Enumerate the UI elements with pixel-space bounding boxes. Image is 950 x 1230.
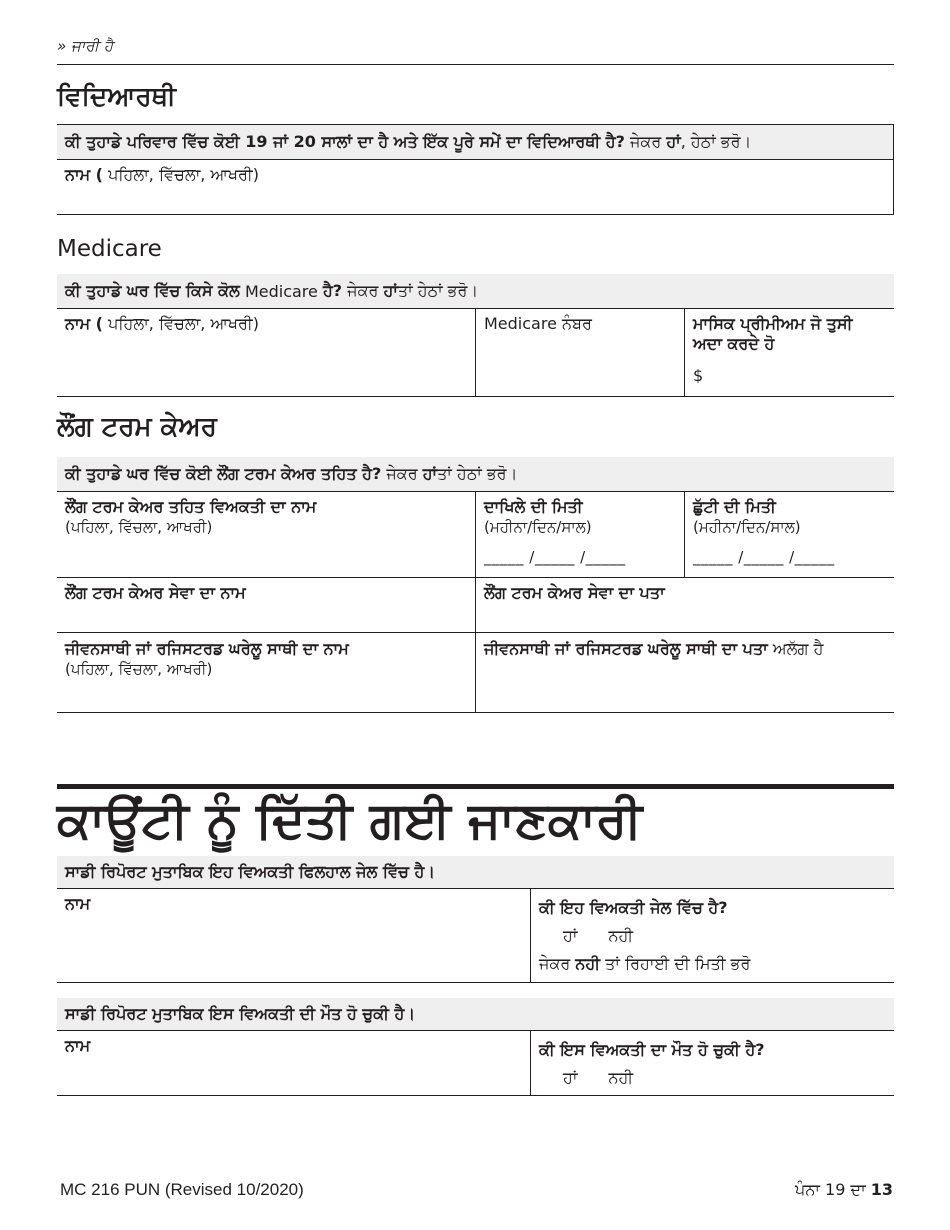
medicare-rule-bottom — [57, 396, 894, 397]
ltc-question-text: ਕੀ ਤੁਹਾਡੇ ਘਰ ਵਿੱਚ ਕੋਈ ਲੌਂਗ ਟਰਮ ਕੇਅਰ ਤਹਿਤ ਹੈ? — [65, 464, 382, 483]
student-right-border — [893, 124, 894, 215]
student-question-suffix: , ਹੇਠਾਂ ਭਰੋ। — [680, 132, 752, 151]
ltc-spouse-name-hint: (ਪਹਿਲਾ, ਵਿੱਚਲਾ, ਆਖਰੀ) — [65, 660, 213, 678]
county-heavy-rule — [57, 784, 894, 789]
medicare-section-title: Medicare — [57, 236, 162, 262]
medicare-name-field[interactable] — [57, 311, 475, 395]
medicare-number-label-en: Medicare — [484, 314, 557, 333]
county-death-report — [57, 998, 894, 1030]
ltc-question-yes: ਹਾਂ — [422, 464, 438, 483]
county-death-question-field — [531, 1033, 894, 1093]
student-name-label: ਨਾਮ ( — [65, 165, 103, 184]
county-release-no: ਨਹੀ — [575, 954, 601, 973]
page-number-prefix: ਪੰਨਾ 19 ਦਾ — [795, 1180, 871, 1199]
ltc-spouse-name-field[interactable] — [57, 636, 475, 710]
ltc-facility-address-field[interactable] — [476, 580, 894, 632]
county-section-title: ਕਾਊਂਟੀ ਨੂੰ ਦਿੱਤੀ ਗਈ ਜਾਣਕਾਰੀ — [57, 791, 643, 849]
county-jail-no[interactable]: ਨਹੀ — [608, 926, 634, 945]
ltc-facility-name-field[interactable] — [57, 580, 475, 632]
ltc-question-suffix: ਤਾਂ ਹੇਠਾਂ ਭਰੋ। — [437, 464, 518, 483]
ltc-facility-name-label: ਲੌਂਗ ਟਰਮ ਕੇਅਰ ਸੇਵਾ ਦਾ ਨਾਮ — [65, 583, 246, 602]
ltc-rule-bottom — [57, 712, 894, 713]
county-jail-yes[interactable]: ਹਾਂ — [563, 926, 578, 945]
county-jail-report — [57, 856, 894, 888]
ltc-rule-row2 — [57, 632, 894, 633]
county-death-report-text: ਸਾਡੀ ਰਿਪੋਰਟ ਮੁਤਾਬਿਕ ਇਸ ਵਿਅਕਤੀ ਦੀ ਮੌਤ ਹੋ ਚੁਕੀ ਹੈ। — [65, 1004, 416, 1023]
medicare-question-yes: ਹਾਂ — [383, 281, 398, 300]
medicare-name-hint: ਪਹਿਲਾ, ਵਿੱਚਲਾ, ਆਖਰੀ) — [103, 314, 259, 333]
county-jail-report-text: ਸਾਡੀ ਰਿਪੋਰਟ ਮੁਤਾਬਿਕ ਇਹ ਵਿਅਕਤੀ ਫਿਲਹਾਲ ਜੇਲ ਵਿੱਚ ਹੈ। — [65, 862, 436, 881]
student-name-field[interactable] — [57, 162, 894, 214]
page-number — [795, 1180, 893, 1200]
county-jail-name-field[interactable] — [57, 891, 530, 981]
medicare-name-label: ਨਾਮ ( — [65, 314, 103, 333]
county-death-yes[interactable]: ਹਾਂ — [563, 1068, 578, 1087]
county-death-rule-top — [57, 1030, 894, 1031]
medicare-dollar-sign: $ — [693, 366, 704, 385]
county-death-options — [539, 1064, 886, 1092]
ltc-section-title: ਲੌਂਗ ਟਰਮ ਕੇਅਰ — [57, 412, 217, 442]
page-number-total: 13 — [870, 1180, 893, 1199]
medicare-premium-field[interactable] — [685, 311, 894, 395]
ltc-discharge-date-label: ਛੁੱਟੀ ਦੀ ਮਿਤੀ — [693, 497, 776, 516]
student-question-yes: ਹਾਂ — [666, 132, 681, 151]
medicare-number-field[interactable] — [476, 311, 684, 395]
county-jail-options — [539, 922, 886, 950]
county-release-prefix: ਜੇਕਰ — [539, 954, 576, 973]
ltc-admit-date-field[interactable] — [476, 494, 684, 576]
medicare-question-mid: Medicare — [239, 281, 323, 301]
student-name-hint: ਪਹਿਲਾ, ਵਿੱਚਲਾ, ਆਖਰੀ) — [103, 165, 259, 184]
ltc-admit-date-hint: (ਮਹੀਨਾ/ਦਿਨ/ਸਾਲ) — [484, 518, 592, 536]
ltc-admit-date-label: ਦਾਖਿਲੇ ਦੀ ਮਿਤੀ — [484, 497, 583, 516]
county-jail-question-field — [531, 891, 894, 981]
ltc-facility-address-label: ਲੌਂਗ ਟਰਮ ਕੇਅਰ ਸੇਵਾ ਦਾ ਪਤਾ — [484, 583, 665, 602]
county-jail-question: ਕੀ ਇਹ ਵਿਅਕਤੀ ਜੇਲ ਵਿੱਚ ਹੈ? — [539, 898, 728, 917]
student-section-title: ਵਿਦਿਆਰਥੀ — [57, 82, 176, 112]
ltc-question — [57, 457, 894, 491]
ltc-spouse-address-field[interactable] — [476, 636, 894, 710]
ltc-person-name-label: ਲੌਂਗ ਟਰਮ ਕੇਅਰ ਤਹਿਤ ਵਿਅਕਤੀ ਦਾ ਨਾਮ — [65, 497, 317, 516]
county-release-date[interactable] — [539, 950, 886, 978]
county-jail-rule-bottom — [57, 982, 894, 983]
student-question-text: ਕੀ ਤੁਹਾਡੇ ਪਰਿਵਾਰ ਵਿੱਚ ਕੋਈ 19 ਜਾਂ 20 ਸਾਲਾਂ ਦਾ ਹੈ ਅਤੇ ਇੱਕ ਪੂਰੇ ਸਮੇਂ ਦਾ ਵਿਦਿਆਰਥੀ ਹੈ? — [65, 132, 625, 151]
header-rule — [57, 64, 894, 65]
student-rule-bottom — [57, 214, 894, 215]
county-death-name-label: ਨਾਮ — [65, 1036, 91, 1055]
medicare-question-text2: ਹੈ? — [322, 281, 343, 300]
medicare-question-suffix: ਤਾਂ ਹੇਠਾਂ ਭਰੋ। — [397, 281, 479, 300]
ltc-person-name-field[interactable] — [57, 494, 475, 576]
medicare-question-prefix: ਜੇਕਰ — [342, 281, 384, 300]
student-question — [57, 125, 894, 159]
student-rule-mid — [57, 159, 894, 160]
ltc-spouse-address-suffix: ਅਲੱਗ ਹੈ — [767, 639, 824, 658]
county-death-question: ਕੀ ਇਸ ਵਿਅਕਤੀ ਦਾ ਮੌਤ ਹੋ ਚੁਕੀ ਹੈ? — [539, 1040, 765, 1059]
county-jail-name-label: ਨਾਮ — [65, 894, 91, 913]
ltc-person-name-hint: (ਪਹਿਲਾ, ਵਿੱਚਲਾ, ਆਖਰੀ) — [65, 518, 213, 536]
continued-label: » ਜਾਰੀ ਹੈ — [57, 37, 113, 55]
county-death-rule-bottom — [57, 1095, 894, 1096]
medicare-premium-label: ਮਾਸਿਕ ਪ੍ਰੀਮੀਅਮ ਜੋ ਤੁਸੀ ਅਦਾ ਕਰਦੇ ਹੋ — [693, 314, 853, 353]
ltc-discharge-date-blank: _____ /_____ /_____ — [693, 548, 835, 566]
ltc-rule-row1 — [57, 577, 894, 578]
form-id: MC 216 PUN (Revised 10/2020) — [60, 1180, 304, 1199]
county-jail-rule-top — [57, 888, 894, 889]
ltc-spouse-address-label: ਜੀਵਨਸਾਥੀ ਜਾਂ ਰਜਿਸਟਰਡ ਘਰੇਲੂ ਸਾਥੀ ਦਾ ਪਤਾ — [484, 639, 768, 658]
medicare-number-label: ਨੰਬਰ — [556, 314, 592, 333]
student-question-prefix: ਜੇਕਰ — [624, 132, 667, 151]
ltc-spouse-name-label: ਜੀਵਨਸਾਥੀ ਜਾਂ ਰਜਿਸਟਰਡ ਘਰੇਲੂ ਸਾਥੀ ਦਾ ਨਾਮ — [65, 639, 349, 658]
ltc-discharge-date-hint: (ਮਹੀਨਾ/ਦਿਨ/ਸਾਲ) — [693, 518, 801, 536]
medicare-question-text: ਕੀ ਤੁਹਾਡੇ ਘਰ ਵਿੱਚ ਕਿਸੇ ਕੋਲ — [65, 281, 240, 300]
county-death-name-field[interactable] — [57, 1033, 530, 1093]
ltc-admit-date-blank: _____ /_____ /_____ — [484, 548, 626, 566]
county-release-suffix: ਤਾਂ ਰਿਹਾਈ ਦੀ ਮਿਤੀ ਭਰੋ — [600, 954, 751, 973]
medicare-question — [57, 274, 894, 308]
ltc-discharge-date-field[interactable] — [685, 494, 894, 576]
ltc-question-prefix: ਜੇਕਰ — [381, 464, 423, 483]
county-death-no[interactable]: ਨਹੀ — [608, 1068, 634, 1087]
